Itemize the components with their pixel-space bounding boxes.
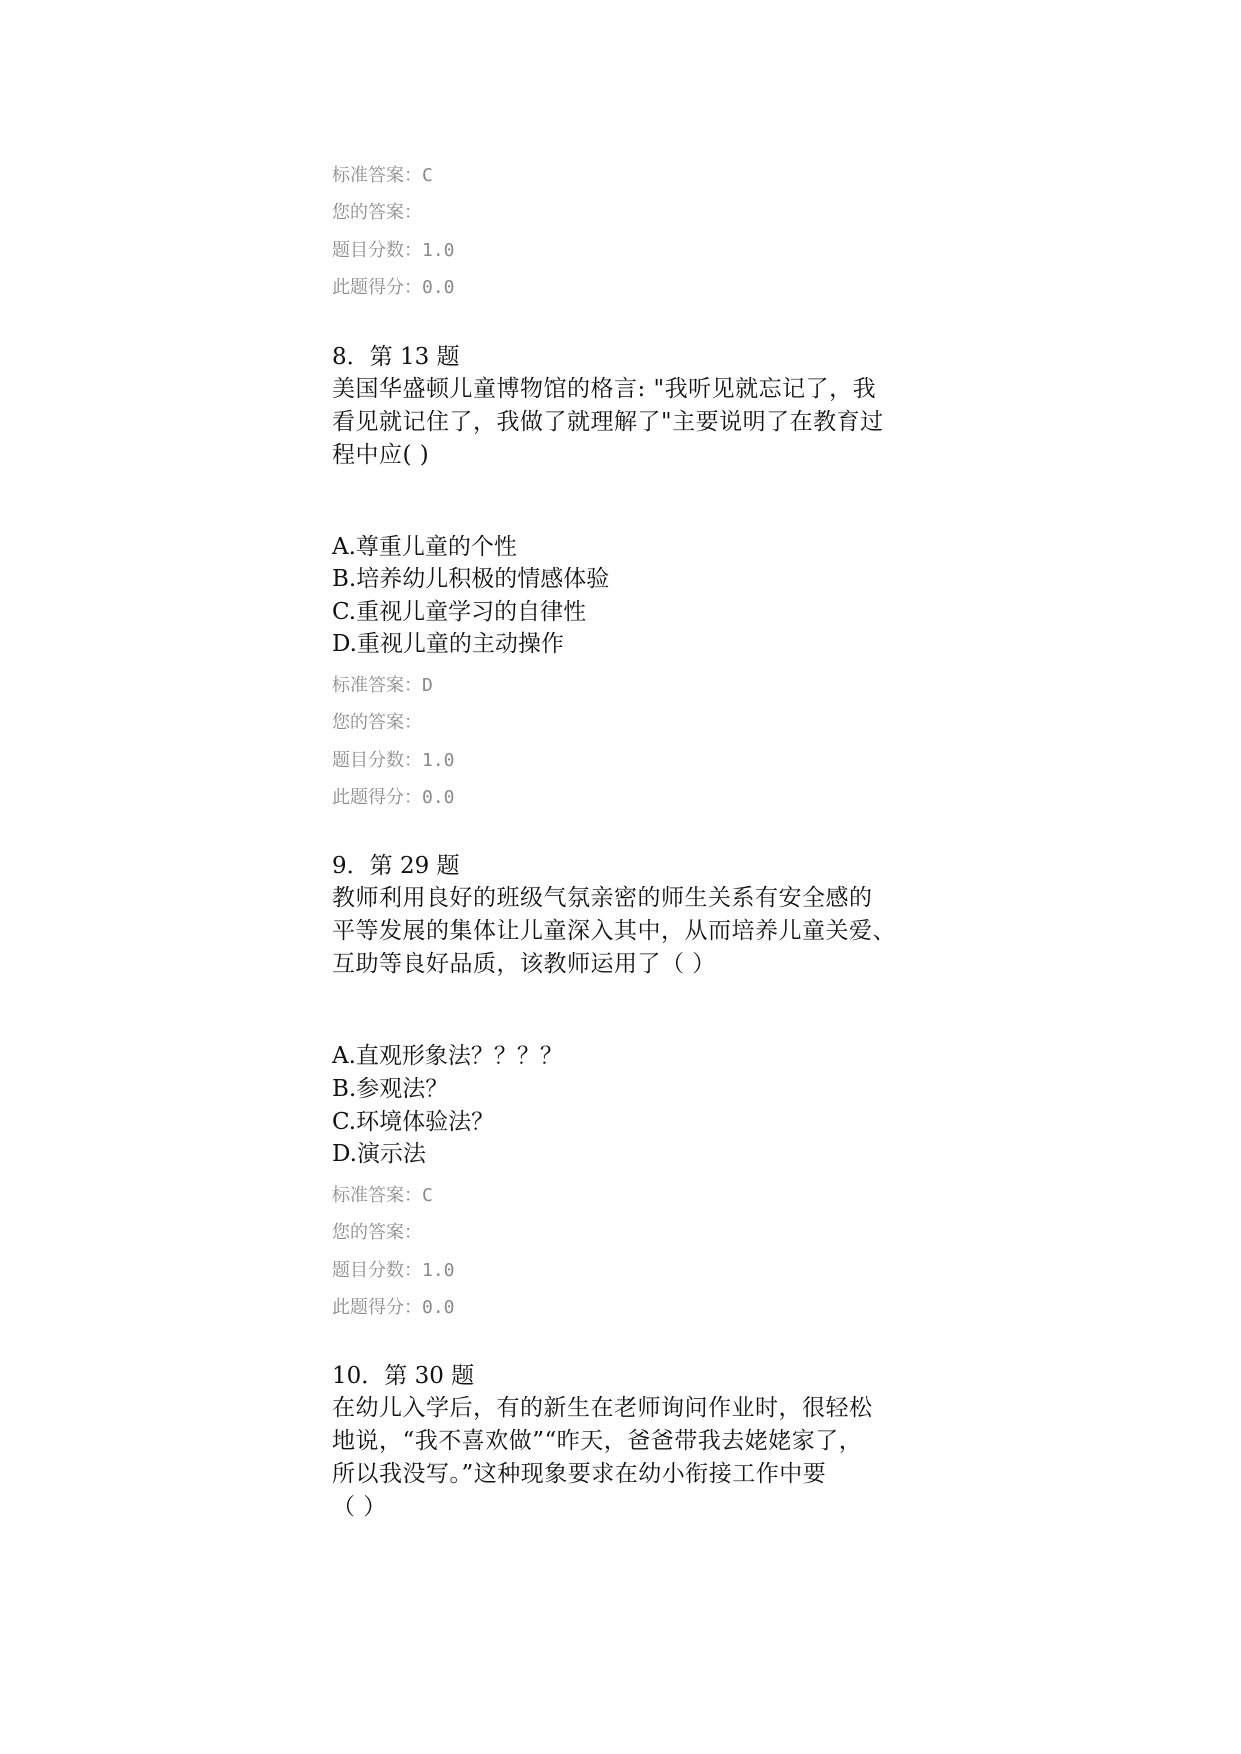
q8-score: 题目分数：1.0: [332, 750, 455, 771]
q10-stem-line: （ ）: [332, 1494, 387, 1520]
q7-standard-answer: 标准答案：C: [332, 165, 433, 186]
q9-stem-line: 平等发展的集体让儿童深入其中，从而培养儿童关爱、: [332, 918, 896, 944]
q9-stem: [332, 882, 922, 981]
q10-stem: [332, 1392, 922, 1524]
q8-option-d: D.重视儿童的主动操作: [332, 631, 564, 657]
q10-stem-line: 地说，“我不喜欢做”“昨天，爸爸带我去姥姥家了，: [332, 1428, 863, 1454]
q8-heading: 8．第 13 题: [332, 344, 460, 370]
q8-stem-line: 美国华盛顿儿童博物馆的格言: "我听见就忘记了，我: [332, 376, 877, 402]
q8-standard-answer: 标准答案：D: [332, 675, 433, 696]
q7-score: 题目分数：1.0: [332, 240, 455, 261]
q8-option-a: A.尊重儿童的个性: [332, 534, 517, 560]
q10-stem-line: 在幼儿入学后，有的新生在老师询问作业时，很轻松: [332, 1395, 873, 1421]
q9-earned: 此题得分：0.0: [332, 1297, 455, 1318]
q9-option-a: A.直观形象法？？？？: [332, 1043, 563, 1069]
q10-heading: 10．第 30 题: [332, 1363, 475, 1389]
q10-stem-line: 所以我没写。”这种现象要求在幼小衔接工作中要: [332, 1461, 827, 1487]
q7-earned: 此题得分：0.0: [332, 277, 455, 298]
q9-stem-line: 互助等良好品质，该教师运用了（ ）: [332, 951, 716, 977]
q9-option-d: D.演示法: [332, 1141, 426, 1167]
q9-heading: 9．第 29 题: [332, 853, 460, 879]
q8-option-c: C.重视儿童学习的自律性: [332, 599, 587, 625]
q8-earned: 此题得分：0.0: [332, 787, 455, 808]
q8-your-answer: 您的答案：: [332, 712, 422, 733]
q8-option-b: B.培养幼儿积极的情感体验: [332, 566, 610, 592]
q8-stem-line: 程中应( ): [332, 442, 430, 468]
q8-stem: [332, 373, 922, 472]
q9-your-answer: 您的答案：: [332, 1222, 422, 1243]
q9-stem-line: 教师利用良好的班级气氛亲密的师生关系有安全感的: [332, 885, 873, 911]
q9-option-b: B.参观法？: [332, 1076, 449, 1102]
q7-your-answer: 您的答案：: [332, 202, 422, 223]
q9-option-c: C.环境体验法？: [332, 1109, 495, 1135]
q9-standard-answer: 标准答案：C: [332, 1185, 433, 1206]
q8-stem-line: 看见就记住了，我做了就理解了"主要说明了在教育过: [332, 409, 884, 435]
q9-score: 题目分数：1.0: [332, 1260, 455, 1281]
